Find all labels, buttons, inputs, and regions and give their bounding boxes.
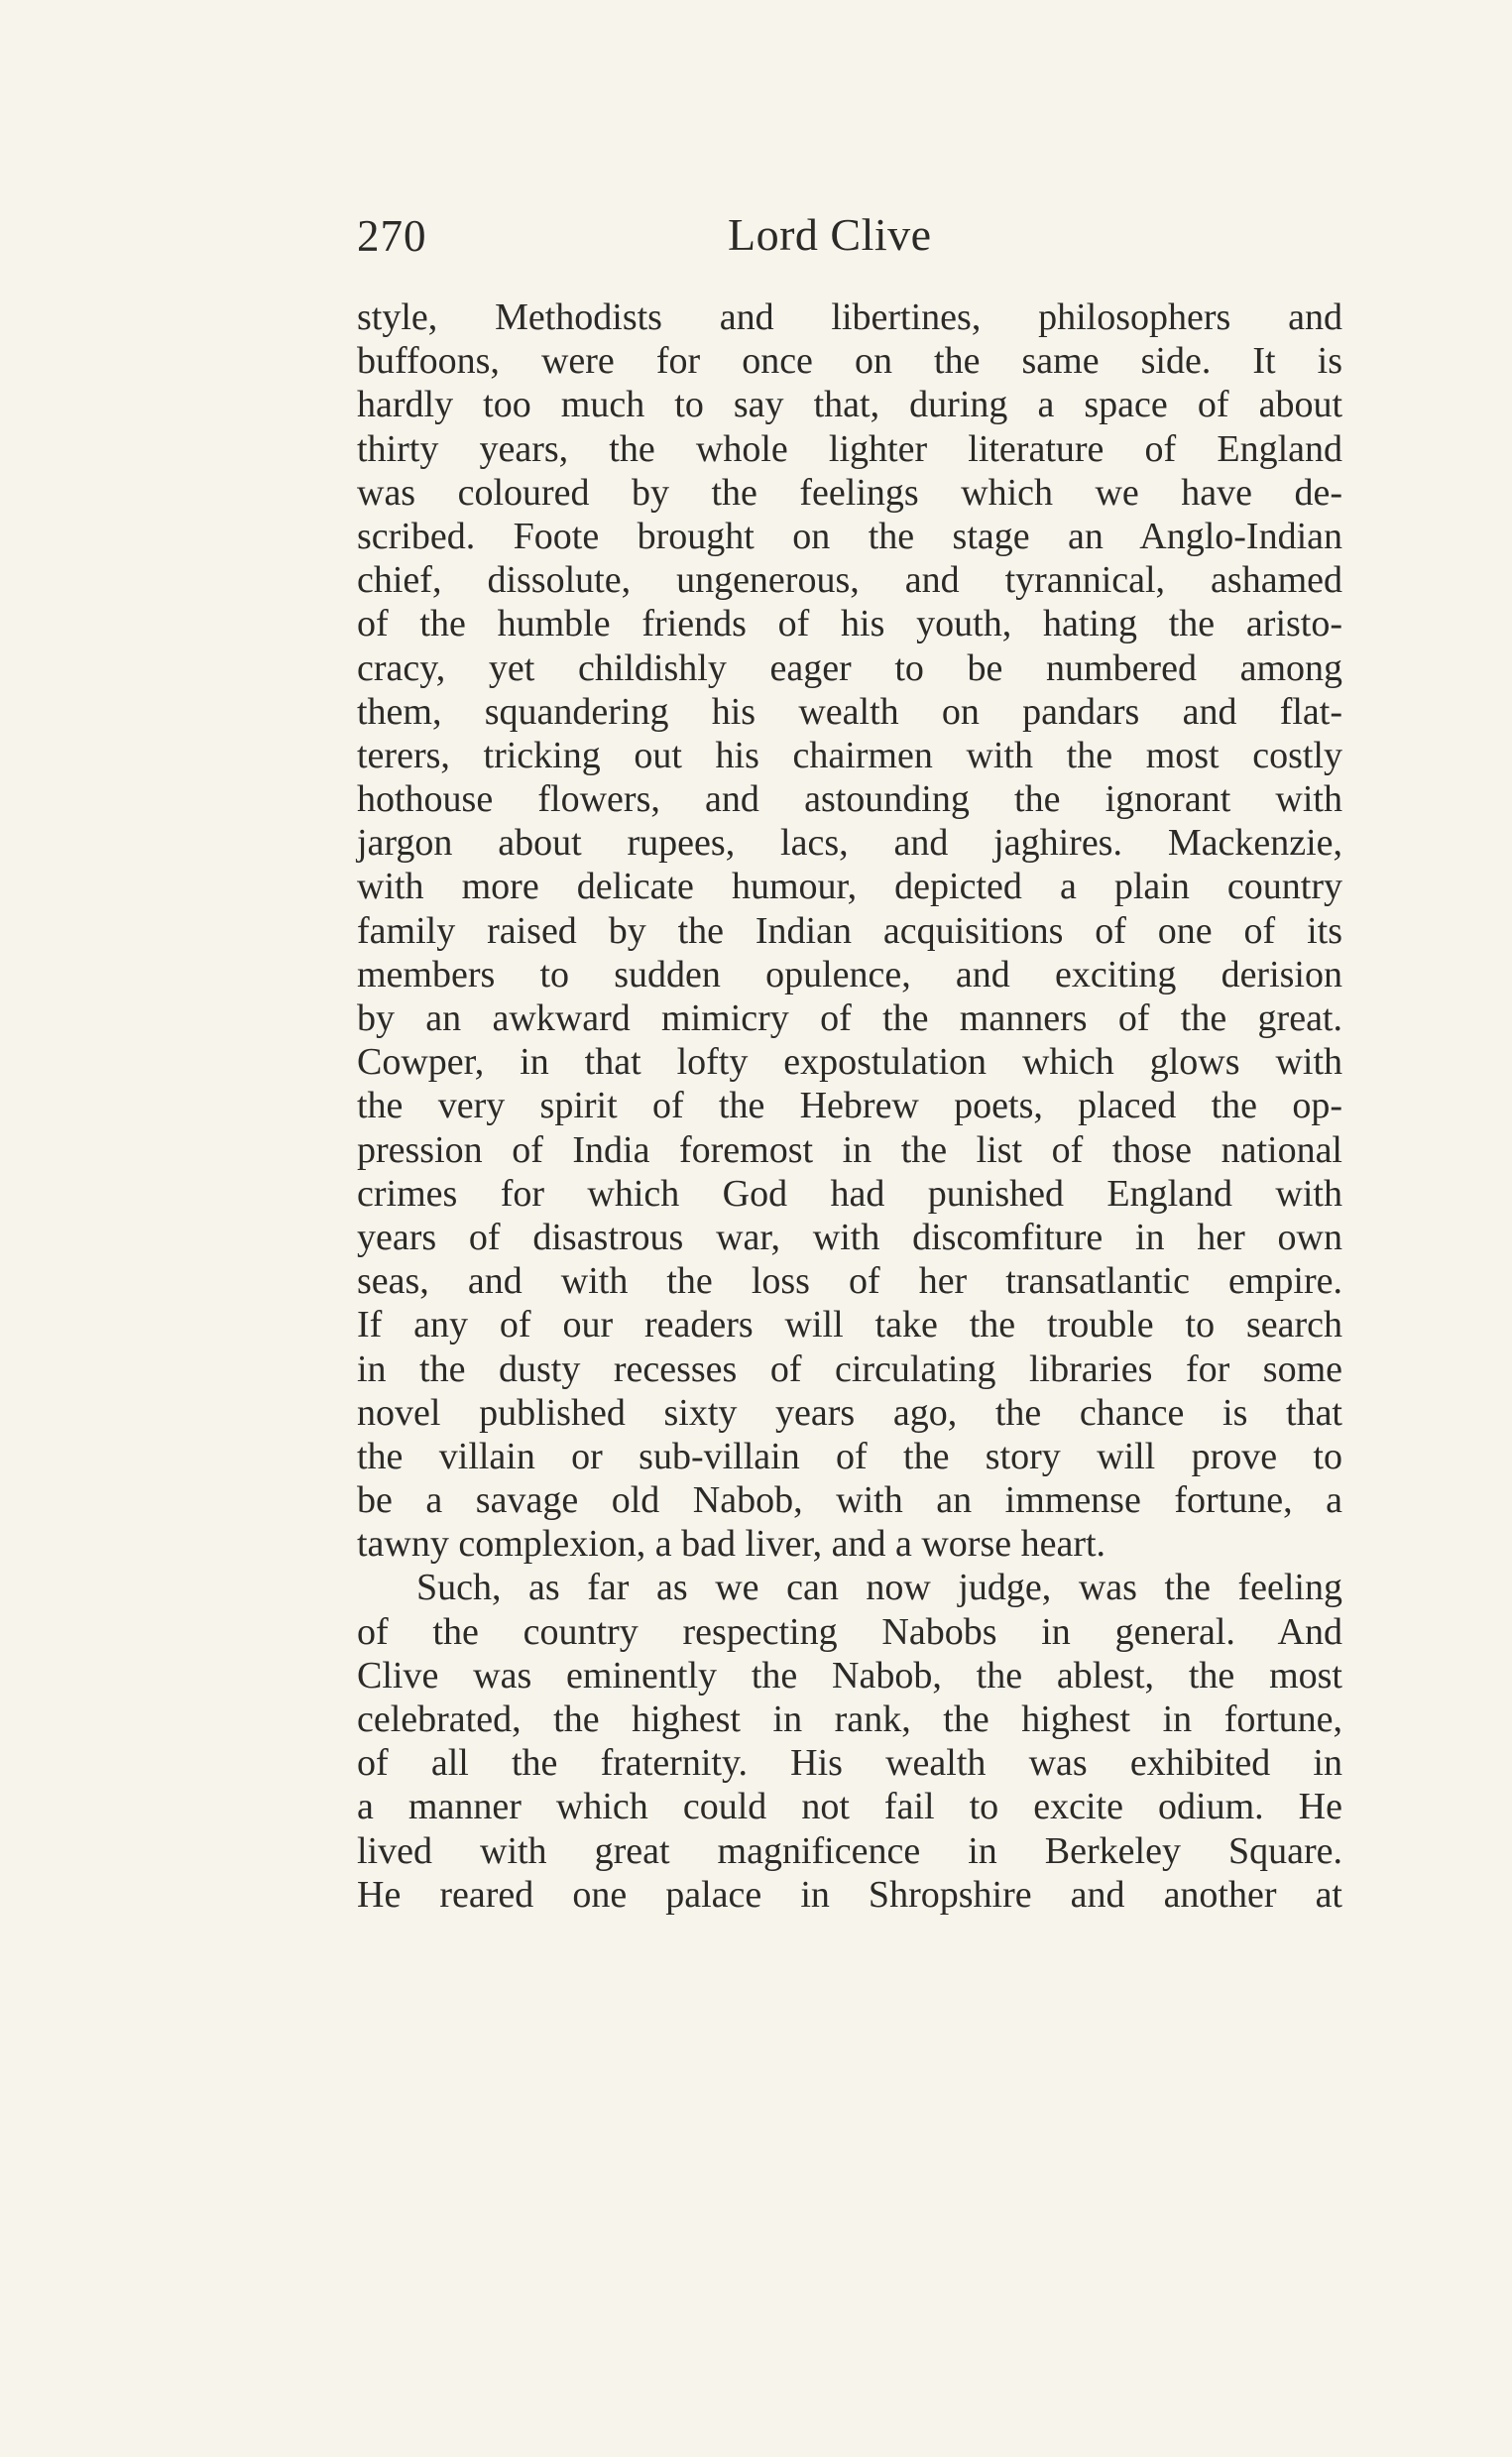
- text-line: Cowper, in that lofty expostulation which glows with: [357, 1041, 1342, 1084]
- text-line: by an awkward mimicry of the manners of the great.: [357, 997, 1342, 1039]
- text-line: scribed. Foote brought on the stage an Anglo-Indian: [357, 515, 1342, 557]
- text-line: a manner which could not fail to excite odium. He: [357, 1786, 1342, 1828]
- text-line: chief, dissolute, ungenerous, and tyrannical, ashamed: [357, 559, 1342, 602]
- text-line: with more delicate humour, depicted a plain country: [357, 866, 1342, 908]
- text-line: celebrated, the highest in rank, the highest in fortune,: [357, 1698, 1342, 1740]
- text-line: members to sudden opulence, and exciting derision: [357, 953, 1342, 995]
- text-line: cracy, yet childishly eager to be numbered among: [357, 646, 1342, 689]
- text-line: crimes for which God had punished England with: [357, 1172, 1342, 1215]
- text-line: years of disastrous war, with discomfiture in her own: [357, 1216, 1342, 1258]
- text-line: was coloured by the feelings which we have de-: [357, 471, 1342, 514]
- text-line: buffoons, were for once on the same side. It is: [357, 340, 1342, 383]
- text-line: in the dusty recesses of circulating libraries for some: [357, 1347, 1342, 1390]
- text-line: If any of our readers will take the trouble to search: [357, 1304, 1342, 1346]
- text-line: family raised by the Indian acquisitions of one of its: [357, 909, 1342, 952]
- text-line: lived with great magnificence in Berkeley Square.: [357, 1829, 1342, 1872]
- text-line: terers, tricking out his chairmen with the most costly: [357, 734, 1342, 776]
- text-line: them, squandering his wealth on pandars and flat-: [357, 690, 1342, 733]
- text-line: of the humble friends of his youth, hating the aristo-: [357, 603, 1342, 645]
- text-line: pression of India foremost in the list of those national: [357, 1128, 1342, 1171]
- text-line: hardly too much to say that, during a space of about: [357, 384, 1342, 426]
- text-line: the villain or sub-villain of the story will prove to: [357, 1435, 1342, 1477]
- paragraph-last-line: tawny complexion, a bad liver, and a worse heart.: [357, 1523, 1106, 1566]
- text-line: novel published sixty years ago, the chance is that: [357, 1391, 1342, 1434]
- text-line: He reared one palace in Shropshire and another at: [357, 1873, 1342, 1916]
- text-line: style, Methodists and libertines, philosophers and: [357, 296, 1342, 338]
- text-line: the very spirit of the Hebrew poets, placed the op-: [357, 1085, 1342, 1127]
- text-line: be a savage old Nabob, with an immense fortune, a: [357, 1479, 1342, 1522]
- page-number: 270: [357, 211, 427, 261]
- text-line: jargon about rupees, lacs, and jaghires. Mackenzie,: [357, 822, 1342, 865]
- text-line: seas, and with the loss of her transatlantic empire.: [357, 1260, 1342, 1303]
- text-line: of all the fraternity. His wealth was exhibited in: [357, 1742, 1342, 1785]
- text-line: Clive was eminently the Nabob, the ablest, the most: [357, 1654, 1342, 1696]
- text-line: of the country respecting Nabobs in general. And: [357, 1610, 1342, 1653]
- running-title: Lord Clive: [728, 209, 932, 260]
- text-line: thirty years, the whole lighter literature of England: [357, 427, 1342, 470]
- body-text: [357, 295, 1342, 1917]
- text-line: hothouse flowers, and astounding the ignorant with: [357, 778, 1342, 821]
- paragraph-first-line: Such, as far as we can now judge, was the feeling: [416, 1567, 1342, 1609]
